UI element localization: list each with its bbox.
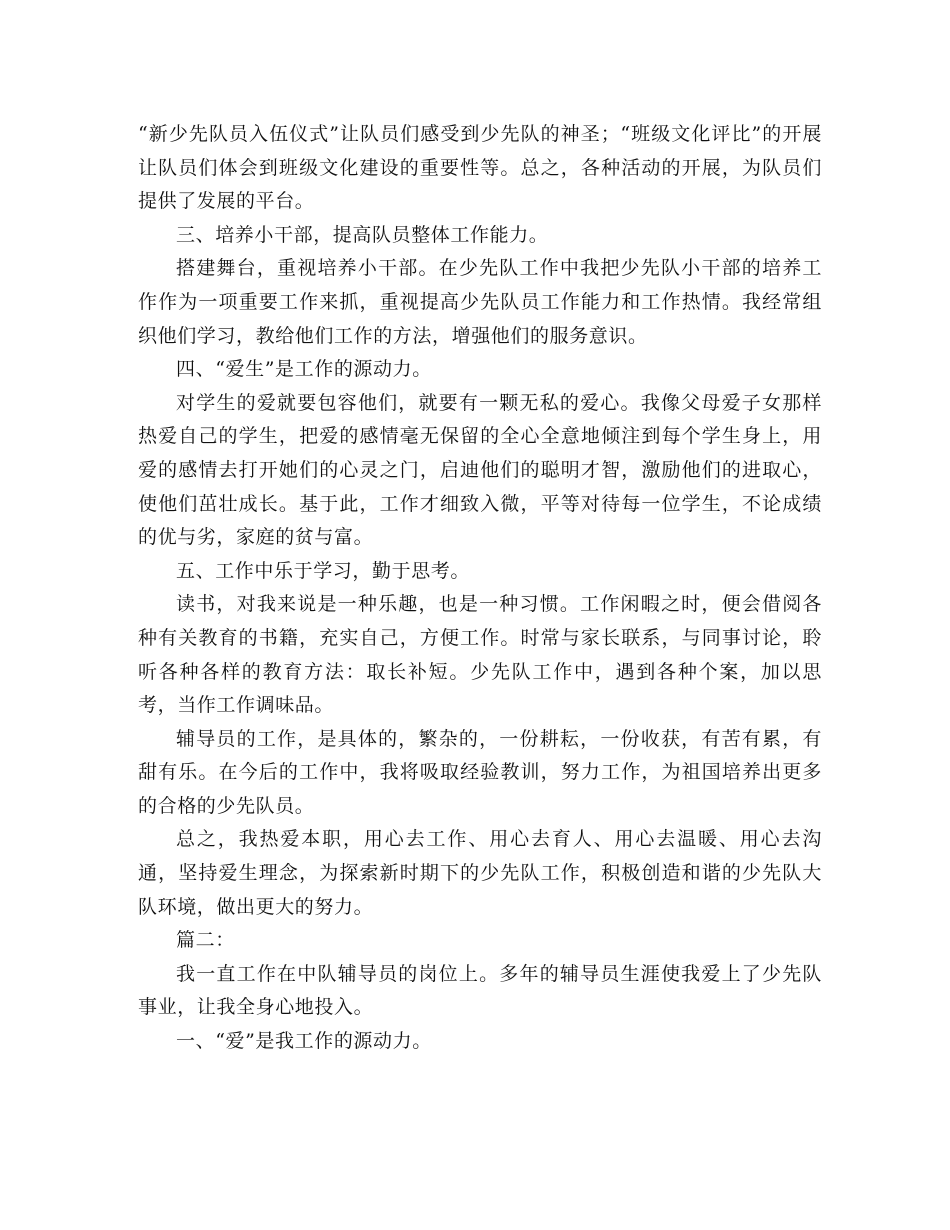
paragraph-continuation: “新少先队员入伍仪式”让队员们感受到少先队的神圣；“班级文化评比”的开展让队员们体会到班级文化建设的重要性等。总之，各种活动的开展，为队员们提供了发展的平台。	[138, 123, 822, 213]
paragraph: 我一直工作在中队辅导员的岗位上。多年的辅导员生涯使我爱上了少先队事业，让我全身心地投入。	[138, 962, 822, 1019]
section-heading-3: 三、培养小干部，提高队员整体工作能力。	[176, 223, 549, 246]
section-heading-5: 五、工作中乐于学习，勤于思考。	[176, 559, 471, 582]
paragraph: 读书，对我来说是一种乐趣，也是一种习惯。工作闲暇之时，便会借阅各种有关教育的书籍，充实自己，方便工作。时常与家长联系，与同事讨论，聆听各种各样的教育方法：取长补短。少先队工作中，遇到各种个案，加以思考，当作工作调味品。	[138, 593, 822, 717]
section-heading-4: 四、“爱生”是工作的源动力。	[176, 358, 432, 381]
paragraph: 搭建舞台，重视培养小干部。在少先队工作中我把少先队小干部的培养工作作为一项重要工作来抓，重视提高少先队员工作能力和工作热情。我经常组织他们学习，教给他们工作的方法，增强他们的服务意识。	[138, 257, 822, 347]
section-heading-1: 一、“爱”是我工作的源动力。	[176, 1030, 432, 1053]
paragraph: 总之，我热爱本职，用心去工作、用心去育人、用心去温暖、用心去沟通，坚持爱生理念，为探索新时期下的少先队工作，积极创造和谐的少先队大队环境，做出更大的努力。	[138, 828, 822, 918]
document-page	[138, 118, 822, 1059]
paragraph: 辅导员的工作，是具体的，繁杂的，一份耕耘，一份收获，有苦有累，有甜有乐。在今后的工作中，我将吸取经验教训，努力工作，为祖国培养出更多的合格的少先队员。	[138, 727, 822, 817]
paragraph: 对学生的爱就要包容他们，就要有一颗无私的爱心。我像父母爱子女那样热爱自己的学生，把爱的感情毫无保留的全心全意地倾注到每个学生身上，用爱的感情去打开她们的心灵之门，启迪他们的聪明才智，激励他们的进取心，使他们茁壮成长。基于此，工作才细致入微，平等对待每一位学生，不论成绩的优与劣，家庭的贫与富。	[138, 391, 822, 549]
part-heading: 篇二：	[176, 929, 235, 952]
